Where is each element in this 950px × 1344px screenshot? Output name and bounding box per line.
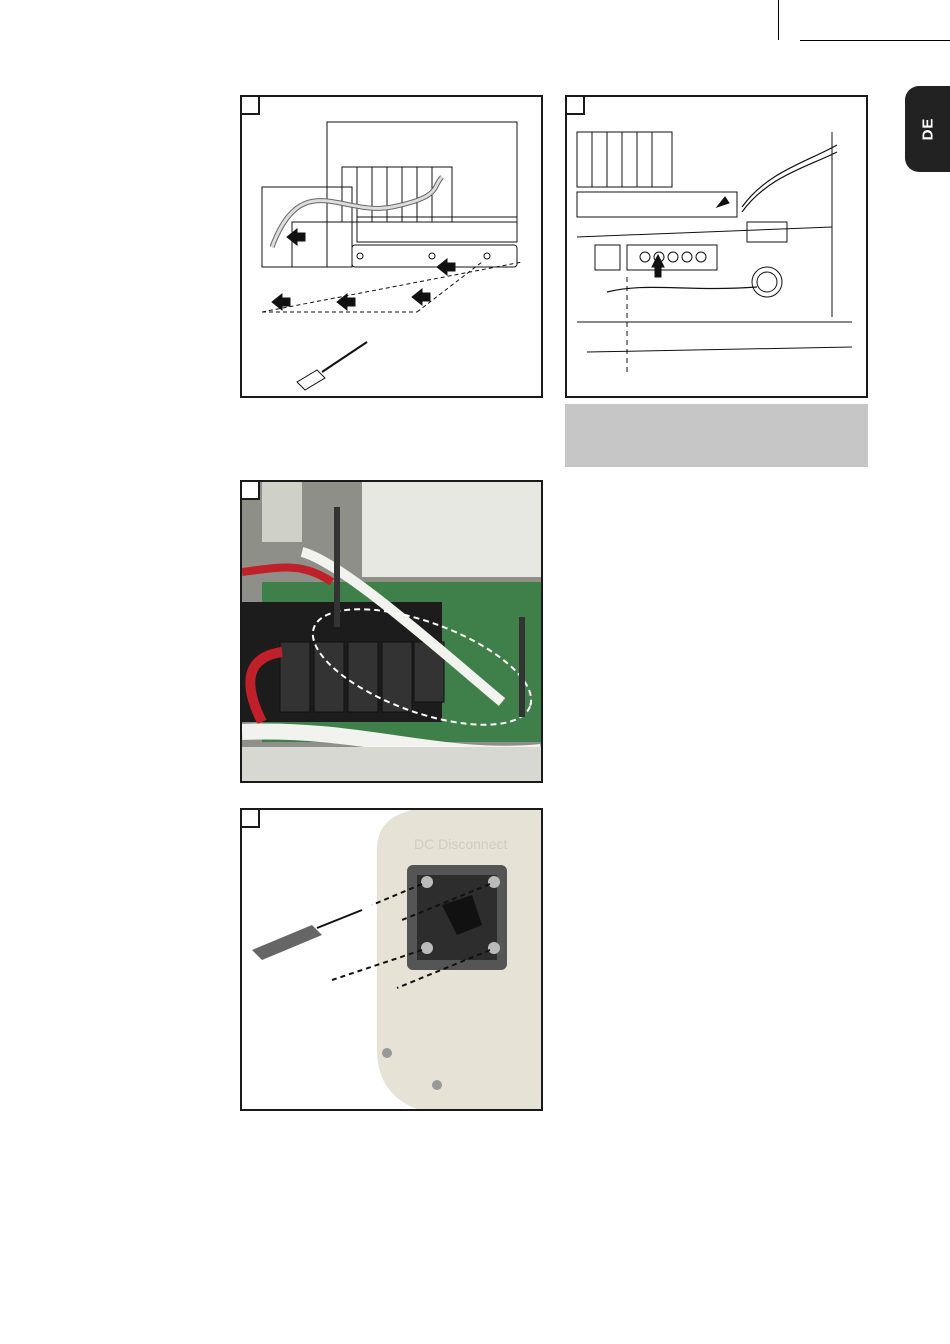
language-tab [905,86,950,172]
figure-1-drawing [242,97,541,396]
crop-mark-horizontal [800,40,950,41]
language-tab-label: DE [919,117,936,141]
figure-4 [240,808,543,1111]
figure-2 [565,95,868,398]
figure-3-photo [242,482,541,781]
figure-2-number-box [567,97,585,115]
figure-4-number-box [242,810,260,828]
figure-2-drawing [567,97,866,396]
dc-disconnect-label: DC Disconnect [414,836,508,852]
figure-1-number-box [242,97,260,115]
figure-3-number-box [242,482,260,500]
figure-4-photo [242,810,541,1109]
figure-3 [240,480,543,783]
note-box [565,404,868,467]
figure-1 [240,95,543,398]
crop-mark-vertical [778,0,779,40]
